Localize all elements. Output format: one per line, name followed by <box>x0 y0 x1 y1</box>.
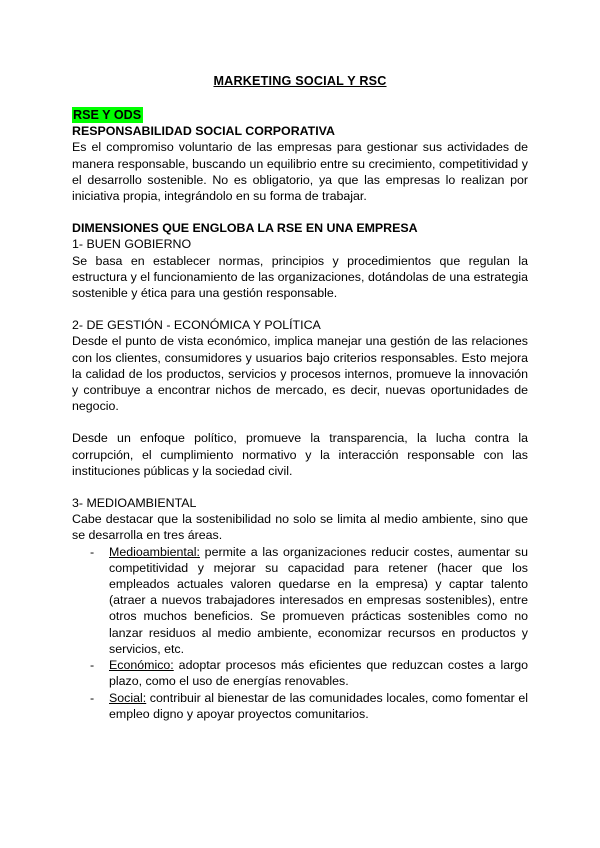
bullet-dash: - <box>90 544 95 559</box>
csr-heading: RESPONSABILIDAD SOCIAL CORPORATIVA <box>72 124 335 139</box>
highlight-label-row <box>72 107 528 123</box>
governance-subheading: 1- BUEN GOBIERNO <box>72 237 192 252</box>
csr-body: Es el compromiso voluntario de las empresas para gestionar sus actividades de manera responsable, buscando un equilibrio entre su crecimiento, competitividad y el desarrollo sostenible. No es obligatorio, ya que las empresas lo realizan por iniciativa propia, integrándolo en su forma de trabajar. <box>72 140 528 204</box>
list-item-term: Medioambiental: <box>109 544 200 559</box>
list-item <box>90 544 528 657</box>
list-item <box>90 657 528 689</box>
highlight-label: RSE Y ODS <box>73 108 142 122</box>
governance-body: Se basa en establecer normas, principios y procedimientos que regulan la estructura y el funcionamiento de las organizaciones, dotándolas de una estrategia sostenible y ética para una gestión responsable. <box>72 253 528 301</box>
document-content <box>72 107 528 722</box>
management-subheading: 2- DE GESTIÓN - ECONÓMICA Y POLÍTICA <box>72 318 321 333</box>
list-item <box>90 690 528 722</box>
management-economic-body: Desde el punto de vista económico, implica manejar una gestión de las relaciones con los clientes, consumidores y usuarios bajo criterios responsables. Esto mejora la calidad de los productos, servicios y procesos internos, promueve la innovación y contribuye a encontrar nichos de mercado, es decir, nuevas oportunidades de negocio. <box>72 334 528 414</box>
bullet-dash: - <box>90 658 95 673</box>
document-title: MARKETING SOCIAL Y RSC <box>213 74 387 88</box>
sustainability-areas-list <box>72 544 528 722</box>
bullet-dash: - <box>90 690 95 705</box>
environmental-subheading: 3- MEDIOAMBIENTAL <box>72 496 197 511</box>
dimensions-heading: DIMENSIONES QUE ENGLOBA LA RSE EN UNA EMPRESA <box>72 221 418 236</box>
list-item-term: Social: <box>109 690 147 705</box>
list-item-text: permite a las organizaciones reducir costes, aumentar su competitividad y mejorar su capacidad para retener (hacer que los empleados actuales valoren quedarse en la empresa) y captar talento (atraer a nuevos trabajadores interesados en empresas sostenibles), entre otros muchos beneficios. Se promueven prácticas sostenibles como no lanzar residuos al medio ambiente, economizar recursos en productos y servicios, etc. <box>109 544 528 656</box>
list-item-text: contribuir al bienestar de las comunidades locales, como fomentar el empleo digno y apoyar proyectos comunitarios. <box>109 690 528 721</box>
environmental-intro: Cabe destacar que la sostenibilidad no solo se limita al medio ambiente, sino que se desarrolla en tres áreas. <box>72 512 528 543</box>
list-item-term: Económico: <box>109 658 174 673</box>
list-item-text: adoptar procesos más eficientes que reduzcan costes a largo plazo, como el uso de energías renovables. <box>109 658 528 689</box>
management-political-body: Desde un enfoque político, promueve la transparencia, la lucha contra la corrupción, el cumplimiento normativo y la interacción responsable con las instituciones públicas y la sociedad civil. <box>72 431 528 478</box>
